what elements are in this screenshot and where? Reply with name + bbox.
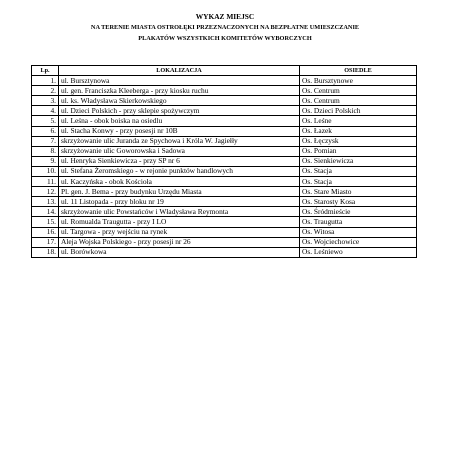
locations-table bbox=[31, 65, 417, 258]
row-estate: Os. Stacja bbox=[300, 177, 417, 187]
row-estate: Os. Centrum bbox=[300, 86, 417, 96]
document-subtitle-line2: PLAKATÓW WSZYSTKICH KOMITETÓW WYBORCZYCH bbox=[138, 35, 312, 42]
column-header-lp: Lp. bbox=[32, 66, 59, 76]
row-location: ul. Stacha Konwy - przy posesji nr 10B bbox=[59, 126, 300, 136]
row-number: 1. bbox=[32, 76, 59, 86]
row-number: 5. bbox=[32, 116, 59, 126]
row-number: 2. bbox=[32, 86, 59, 96]
table-row bbox=[32, 177, 417, 187]
row-estate: Os. Leśniewo bbox=[300, 247, 417, 257]
row-number: 15. bbox=[32, 217, 59, 227]
row-location: ul. Stefana Żeromskiego - w rejonie punktów handlowych bbox=[59, 166, 300, 176]
row-location: ul. Targowa - przy wejściu na rynek bbox=[59, 227, 300, 237]
row-estate: Os. Śródmieście bbox=[300, 207, 417, 217]
table-row bbox=[32, 247, 417, 257]
row-location: ul. Bursztynowa bbox=[59, 76, 300, 86]
table-row bbox=[32, 187, 417, 197]
table-row bbox=[32, 146, 417, 156]
column-header-lokalizacja: LOKALIZACJA bbox=[59, 66, 300, 76]
row-location: Pl. gen. J. Bema - przy budynku Urzędu Miasta bbox=[59, 187, 300, 197]
row-number: 14. bbox=[32, 207, 59, 217]
table-row bbox=[32, 227, 417, 237]
row-number: 18. bbox=[32, 247, 59, 257]
row-estate: Os. Wojciechowice bbox=[300, 237, 417, 247]
document-subtitle-line1: NA TERENIE MIASTA OSTROŁĘKI PRZEZNACZONYCH NA BEZPŁATNE UMIESZCZANIE bbox=[90, 24, 360, 31]
table-row bbox=[32, 166, 417, 176]
row-estate: Os. Sienkiewicza bbox=[300, 156, 417, 166]
row-location: skrzyżowanie ulic Powstańców i Władysława Reymonta bbox=[59, 207, 300, 217]
table-row bbox=[32, 76, 417, 86]
row-location: Aleja Wojska Polskiego - przy posesji nr 26 bbox=[59, 237, 300, 247]
row-location: skrzyżowanie ulic Goworowska i Sadowa bbox=[59, 146, 300, 156]
table-row bbox=[32, 106, 417, 116]
row-number: 4. bbox=[32, 106, 59, 116]
row-number: 17. bbox=[32, 237, 59, 247]
document-title: WYKAZ MIEJSC bbox=[195, 12, 255, 21]
row-number: 12. bbox=[32, 187, 59, 197]
row-estate: Os. Centrum bbox=[300, 96, 417, 106]
row-estate: Os. Stare Miasto bbox=[300, 187, 417, 197]
table-row bbox=[32, 207, 417, 217]
row-estate: Os. Bursztynowe bbox=[300, 76, 417, 86]
column-header-osiedle: OSIEDLE bbox=[300, 66, 417, 76]
row-estate: Os. Łazek bbox=[300, 126, 417, 136]
row-estate: Os. Pomian bbox=[300, 146, 417, 156]
row-estate: Os. Traugutta bbox=[300, 217, 417, 227]
row-location: ul. Henryka Sienkiewicza - przy SP nr 6 bbox=[59, 156, 300, 166]
table-row bbox=[32, 217, 417, 227]
row-location: skrzyżowanie ulic Juranda ze Spychowa i Króla W. Jagiełły bbox=[59, 136, 300, 146]
table-row bbox=[32, 96, 417, 106]
row-number: 7. bbox=[32, 136, 59, 146]
row-estate: Os. Stacja bbox=[300, 166, 417, 176]
row-location: ul. Kaczyńska - obok Kościoła bbox=[59, 177, 300, 187]
row-number: 8. bbox=[32, 146, 59, 156]
table-row bbox=[32, 116, 417, 126]
row-number: 16. bbox=[32, 227, 59, 237]
row-number: 9. bbox=[32, 156, 59, 166]
row-number: 6. bbox=[32, 126, 59, 136]
row-location: ul. Dzieci Polskich - przy sklepie spożywczym bbox=[59, 106, 300, 116]
row-estate: Os. Dzieci Polskich bbox=[300, 106, 417, 116]
table-row bbox=[32, 126, 417, 136]
row-number: 10. bbox=[32, 166, 59, 176]
row-location: ul. Romualda Traugutta - przy I LO bbox=[59, 217, 300, 227]
row-number: 11. bbox=[32, 177, 59, 187]
table-row bbox=[32, 86, 417, 96]
row-estate: Os. Witosa bbox=[300, 227, 417, 237]
row-location: ul. Borówkowa bbox=[59, 247, 300, 257]
row-number: 13. bbox=[32, 197, 59, 207]
row-estate: Os. Leśne bbox=[300, 116, 417, 126]
row-location: ul. Leśna - obok boiska na osiedlu bbox=[59, 116, 300, 126]
table-row bbox=[32, 156, 417, 166]
table-row bbox=[32, 197, 417, 207]
row-number: 3. bbox=[32, 96, 59, 106]
table-row bbox=[32, 237, 417, 247]
table-row bbox=[32, 136, 417, 146]
row-estate: Os. Starosty Kosa bbox=[300, 197, 417, 207]
row-location: ul. ks. Władysława Skierkowskiego bbox=[59, 96, 300, 106]
row-estate: Os. Łęczysk bbox=[300, 136, 417, 146]
table-header-row bbox=[32, 66, 417, 76]
row-location: ul. gen. Franciszka Kleeberga - przy kiosku ruchu bbox=[59, 86, 300, 96]
row-location: ul. 11 Listopada - przy bloku nr 19 bbox=[59, 197, 300, 207]
